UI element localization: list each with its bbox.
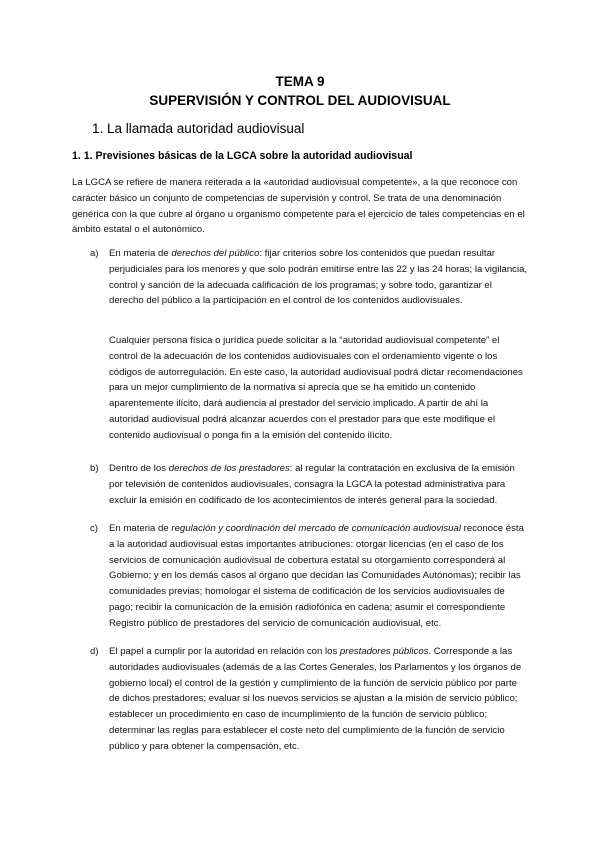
tema-number: TEMA 9 xyxy=(275,74,325,89)
emphasis: derechos de los prestadores xyxy=(168,463,290,474)
emphasis: derechos del público xyxy=(171,248,260,259)
intro-paragraph: La LGCA se refiere de manera reiterada a la «autoridad audiovisual competente», a la que reconoce con carácter básico un conjunto de competencias de supervisión y control. Se trata de una denominación genérica con la que cubre al órgano u organismo competente para el ejercicio de tales competencias en el ámbito estatal o el autonómico. xyxy=(72,177,525,236)
list-marker: b) xyxy=(90,463,99,474)
list-item-text: En materia de regulación y coordinación del mercado de comunicación audiovisual reconoce ésta a la autoridad audiovisual estas importantes atribuciones: otorgar licencias (en el caso de los servicios de comunicación audiovisual de cobertura estatal su otorgamiento corresponderá al Gobierno; y en los demás casos al órgano que decidan las Comunidades Autónomas); recibir las comunidades previas; homologar el sistema de codificación de los servicios audiovisuales de pago; recibir la comunicación de la emisión radiofónica en cadena; asumir el correspondiente Registro público de prestadores del servicio de comunicación audiovisual, etc. xyxy=(109,523,524,629)
list-item-c xyxy=(72,521,528,632)
list-marker: d) xyxy=(90,646,99,657)
list-item-b xyxy=(72,461,528,508)
list-item-d xyxy=(72,644,528,755)
subsection-heading: 1. 1. Previsiones básicas de la LGCA sobre la autoridad audiovisual xyxy=(72,150,413,162)
list-item-a-paragraph: Cualquier persona física o jurídica puede solicitar a la “autoridad audiovisual competente” el control de la adecuación de los contenidos audiovisuales con el ordenamiento vigente o los códigos de autorregulación. En este caso, la autoridad audiovisual podrá dictar recomendaciones para un mejor cumplimiento de la normativa si aprecia que se ha emitido un contenido aparentemente ilícito, dará audiencia al prestador del servicio implicado. A partir de ahí la autoridad audiovisual podrá alcanzar acuerdos con el prestador para que este modifique el contenido audiovisual o ponga fin a la emisión del contenido ilícito. xyxy=(109,335,523,441)
list-item-text: Dentro de los derechos de los prestadores: al regular la contratación en exclusiva de la emisión por televisión de contenidos audiovisuales, consagra la LGCA la potestad administrativa para excluir la emisión en codificado de los acontecimientos de interés general para la sociedad. xyxy=(109,463,515,506)
emphasis: regulación y coordinación del mercado de comunicación audiovisual xyxy=(171,523,461,534)
list-marker: a) xyxy=(90,248,99,259)
list-item-text: En materia de derechos del público: fijar criterios sobre los contenidos que puedan resultar perjudiciales para los menores y que solo podrán emitirse entre las 22 y las 24 horas; la vigilancia, control y sanción de la adecuada calificación de los programas; y sobre todo, garantizar el derecho del público a la participación en el control de los contenidos audiovisuales. xyxy=(109,248,528,307)
list-item-a xyxy=(72,246,528,309)
page-title: SUPERVISIÓN Y CONTROL DEL AUDIOVISUAL xyxy=(149,93,451,108)
list-marker: c) xyxy=(90,523,98,534)
emphasis: prestadores públicos xyxy=(339,646,429,657)
list-item-text: El papel a cumplir por la autoridad en relación con los prestadores públicos. Corresponde a las autoridades audiovisuales (además de a las Cortes Generales, los Parlamentos y los órganos de gobierno local) el control de la gestión y cumplimiento de la función de servicio público por parte de dichos prestadores; evaluar si los nuevos servicios se ajustan a la misión de servicio público; establecer un procedimiento en caso de incumplimiento de la función de servicio público; determinar las reglas para establecer el coste neto del cumplimiento de la función de servicio público y para obtener la compensación, etc. xyxy=(109,646,522,752)
section-heading: 1. La llamada autoridad audiovisual xyxy=(92,121,305,136)
